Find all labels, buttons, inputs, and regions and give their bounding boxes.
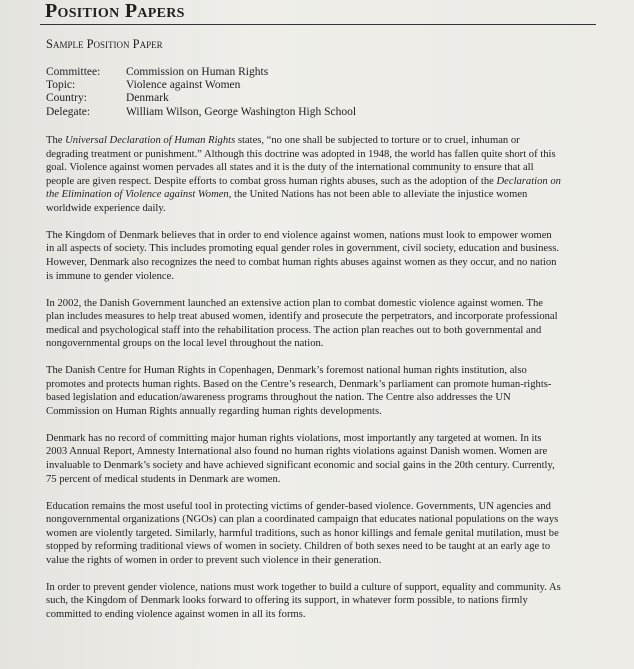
meta-row-country bbox=[46, 92, 356, 105]
paper-metadata bbox=[46, 66, 356, 119]
meta-value: Commission on Human Rights bbox=[126, 66, 269, 78]
meta-value: Violence against Women bbox=[126, 79, 241, 92]
text-run: states, “no one shall be subjected to torture or to cruel, inhuman or degrading treatment or punishment.” Although this doctrine was adopted in 1948, the world has fallen quite short of this goal. Violence against women pervades all states and it is the duty of the international community to ensure that all people are given respect. Despite efforts to combat gross human rights abuses, such as the adoption of the bbox=[46, 135, 556, 187]
paragraph-7: In order to prevent gender violence, nations must work together to build a culture of support, equality and community. As such, the Kingdom of Denmark looks forward to offering its support, in whatever form possible, to nations firmly committed to ending violence against women in all its forms. bbox=[46, 581, 561, 620]
italic-title: Declaration on the Elimination of Violence against Women bbox=[46, 175, 561, 201]
paragraph-3: In 2002, the Danish Government launched an extensive action plan to combat domestic violence against women. The plan includes measures to help treat abused women, identify and prosecute the perpetrators, and incorporate professional medical and psychological staff into the rehabilitation process. The action plan reaches out to both governmental and nongovernmental groups on the local level throughout the nation. bbox=[46, 297, 558, 350]
meta-label: Delegate: bbox=[46, 105, 91, 118]
text-run: The bbox=[46, 135, 66, 146]
paragraph-4: The Danish Centre for Human Rights in Copenhagen, Denmark’s foremost national human rights institution, also promotes and protects human rights. Based on the Centre’s research, Denmark’s parliament can promote human-rights-based legislation and education/awareness programs throughout the nation. The Centre also addresses the UN Commission on Human Rights annually regarding human rights developments. bbox=[46, 365, 552, 417]
meta-row-committee bbox=[46, 66, 356, 79]
text-run: , the United Nations has not been able to alleviate the injustice women worldwide experience daily. bbox=[46, 189, 528, 214]
meta-label: Topic: bbox=[46, 79, 76, 92]
sample-subheading: Sample Position Paper bbox=[46, 37, 163, 51]
paragraph-6: Education remains the most useful tool in protecting victims of gender-based violence. Governments, UN agencies and nongovernmental organizations (NGOs) can plan a coordinated campaign that educates national populations on the ways women are violently targeted. Similarly, harmful traditions, such as honor killings and female genital mutilation, must be stopped by reforming traditional views of women in society. Children of both sexes need to be taught at an early age to value the rights of women in order to prevent such violence in their generation. bbox=[46, 500, 559, 566]
meta-value: Denmark bbox=[126, 92, 169, 105]
meta-row-delegate bbox=[46, 106, 356, 119]
heading-rule bbox=[40, 24, 596, 25]
paragraph-2: The Kingdom of Denmark believes that in order to end violence against women, nations must look to empower women in all aspects of society. This includes promoting equal gender roles in government, civil society, education and business. However, Denmark also recognizes the need to combat human rights abuses against women as they occur, and no nation is immune to gender violence. bbox=[46, 229, 559, 282]
paragraph-5: Denmark has no record of committing major human rights violations, most importantly any targeted at women. In its 2003 Annual Report, Amnesty International also found no human rights violations against Danish women. Women are invaluable to Denmark’s society and have achieved significant economic and social gains in the 20th century. Currently, 75 percent of medical students in Denmark are women. bbox=[46, 432, 555, 485]
meta-label: Committee: bbox=[46, 66, 101, 78]
page-heading: Position Papers bbox=[45, 0, 185, 22]
meta-row-topic bbox=[46, 79, 356, 92]
italic-title: Universal Declaration of Human Rights bbox=[65, 135, 236, 146]
meta-label: Country: bbox=[46, 92, 87, 105]
meta-value: William Wilson, George Washington High School bbox=[126, 105, 357, 118]
paper-body bbox=[46, 134, 562, 635]
paragraph-1 bbox=[46, 134, 562, 216]
